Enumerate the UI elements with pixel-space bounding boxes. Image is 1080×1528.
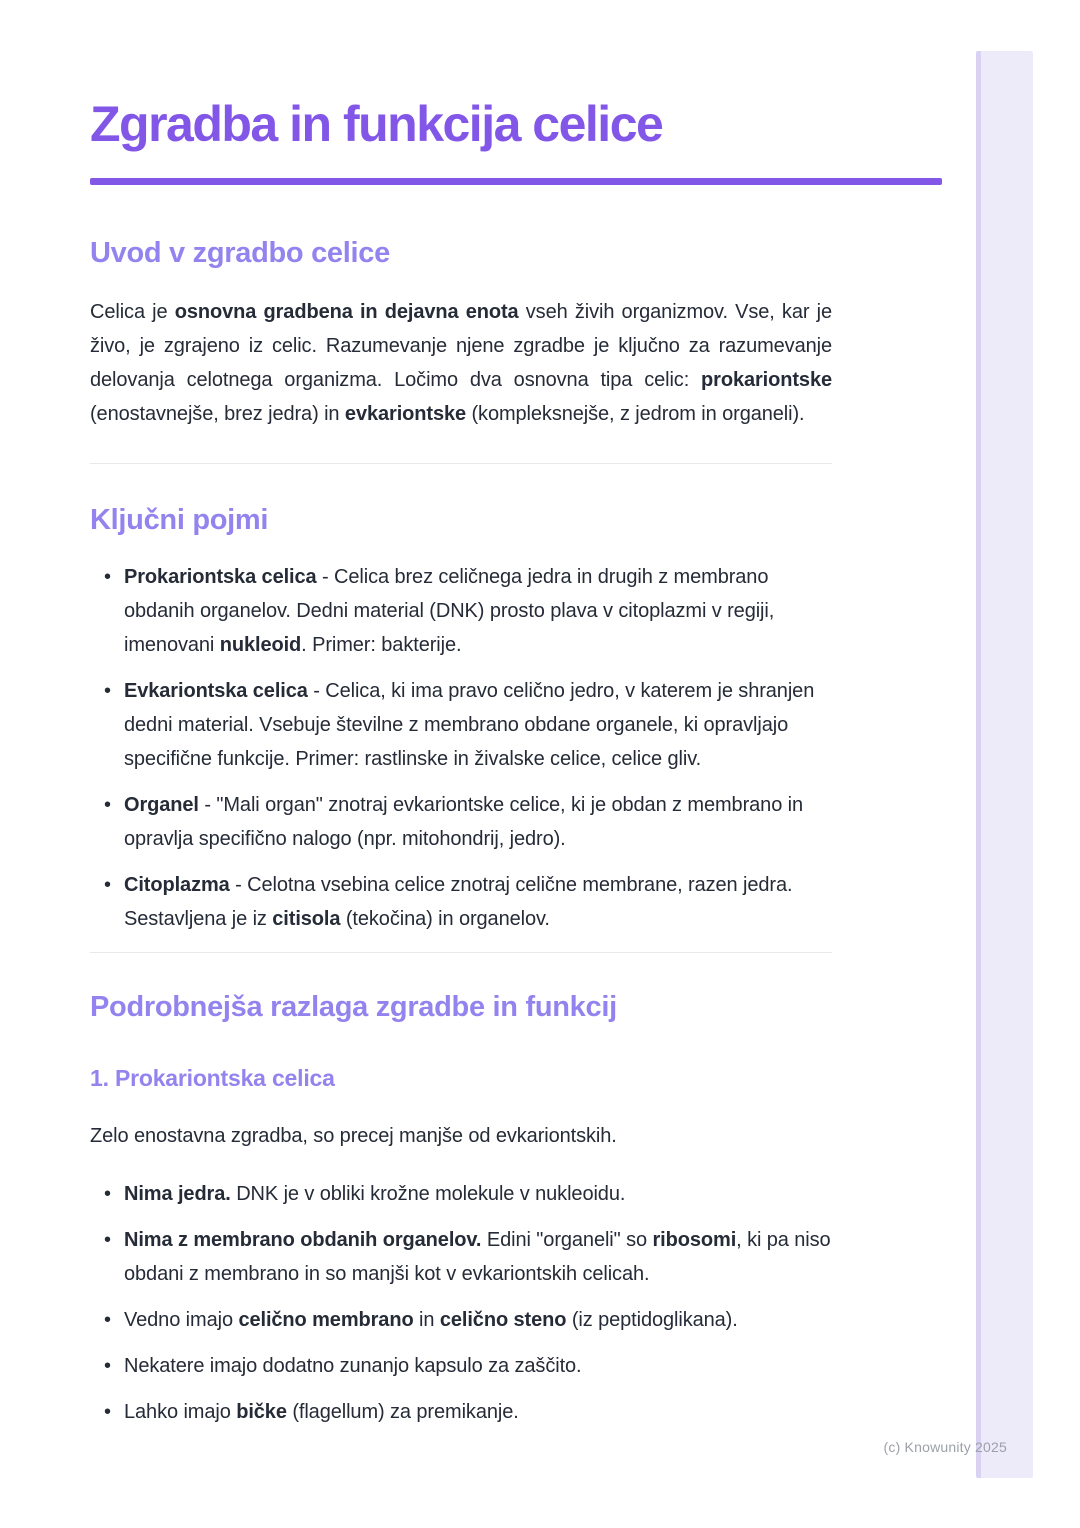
list-item: • Nekatere imajo dodatno zunanjo kapsulo za zaščito. <box>90 1349 832 1383</box>
section-heading-details: Podrobnejša razlaga zgradbe in funkcij <box>90 991 617 1023</box>
list-item: • Organel - "Mali organ" znotraj evkariontske celice, ki je obdan z membrano in opravlja specifično nalogo (npr. mitohondrij, jedro). <box>90 788 832 856</box>
section-divider <box>90 952 832 953</box>
section-divider <box>90 463 832 464</box>
list-item: • Prokariontska celica - Celica brez celičnega jedra in drugih z membrano obdanih organelov. Dedni material (DNK) prosto plava v citoplazmi v regiji, imenovani nukleoid. Primer: bakterije. <box>90 560 832 662</box>
prokaryotic-features-list <box>90 1177 832 1429</box>
section-heading-key-concepts: Ključni pojmi <box>90 504 269 536</box>
copyright-footer: (c) Knowunity 2025 <box>883 1439 1007 1455</box>
subsection-lead-paragraph: Zelo enostavna zgradba, so precej manjše od evkariontskih. <box>90 1125 617 1147</box>
title-underline-rule <box>90 178 942 185</box>
decorative-side-strip <box>976 51 1033 1478</box>
intro-paragraph: Celica je osnovna gradbena in dejavna enota vseh živih organizmov. Vse, kar je živo, je zgrajeno iz celic. Razumevanje njene zgradbe je ključno za razumevanje delovanja celotnega organizma. Ločimo dva osnovna tipa celic: prokariontske (enostavnejše, brez jedra) in evkariontske (kompleksnejše, z jedrom in organeli). <box>90 301 832 425</box>
subsection-heading-prokaryotic: 1. Prokariontska celica <box>90 1065 335 1091</box>
list-item: • Nima z membrano obdanih organelov. Edini "organeli" so ribosomi, ki pa niso obdani z membrano in so manjši kot v evkariontskih celicah. <box>90 1223 832 1291</box>
list-item: • Citoplazma - Celotna vsebina celice znotraj celične membrane, razen jedra. Sestavljena je iz citisola (tekočina) in organelov. <box>90 868 832 936</box>
list-item: • Evkariontska celica - Celica, ki ima pravo celično jedro, v katerem je shranjen dedni material. Vsebuje številne z membrano obdane organele, ki opravljajo specifične funkcije. Primer: rastlinske in živalske celice, celice gliv. <box>90 674 832 776</box>
section-heading-intro: Uvod v zgradbo celice <box>90 237 390 269</box>
key-concepts-list <box>90 560 832 936</box>
list-item: • Nima jedra. DNK je v obliki krožne molekule v nukleoidu. <box>90 1177 832 1211</box>
list-item: • Vedno imajo celično membrano in celično steno (iz peptidoglikana). <box>90 1303 832 1337</box>
list-item: • Lahko imajo bičke (flagellum) za premikanje. <box>90 1395 832 1429</box>
page-title: Zgradba in funkcija celice <box>90 96 663 152</box>
